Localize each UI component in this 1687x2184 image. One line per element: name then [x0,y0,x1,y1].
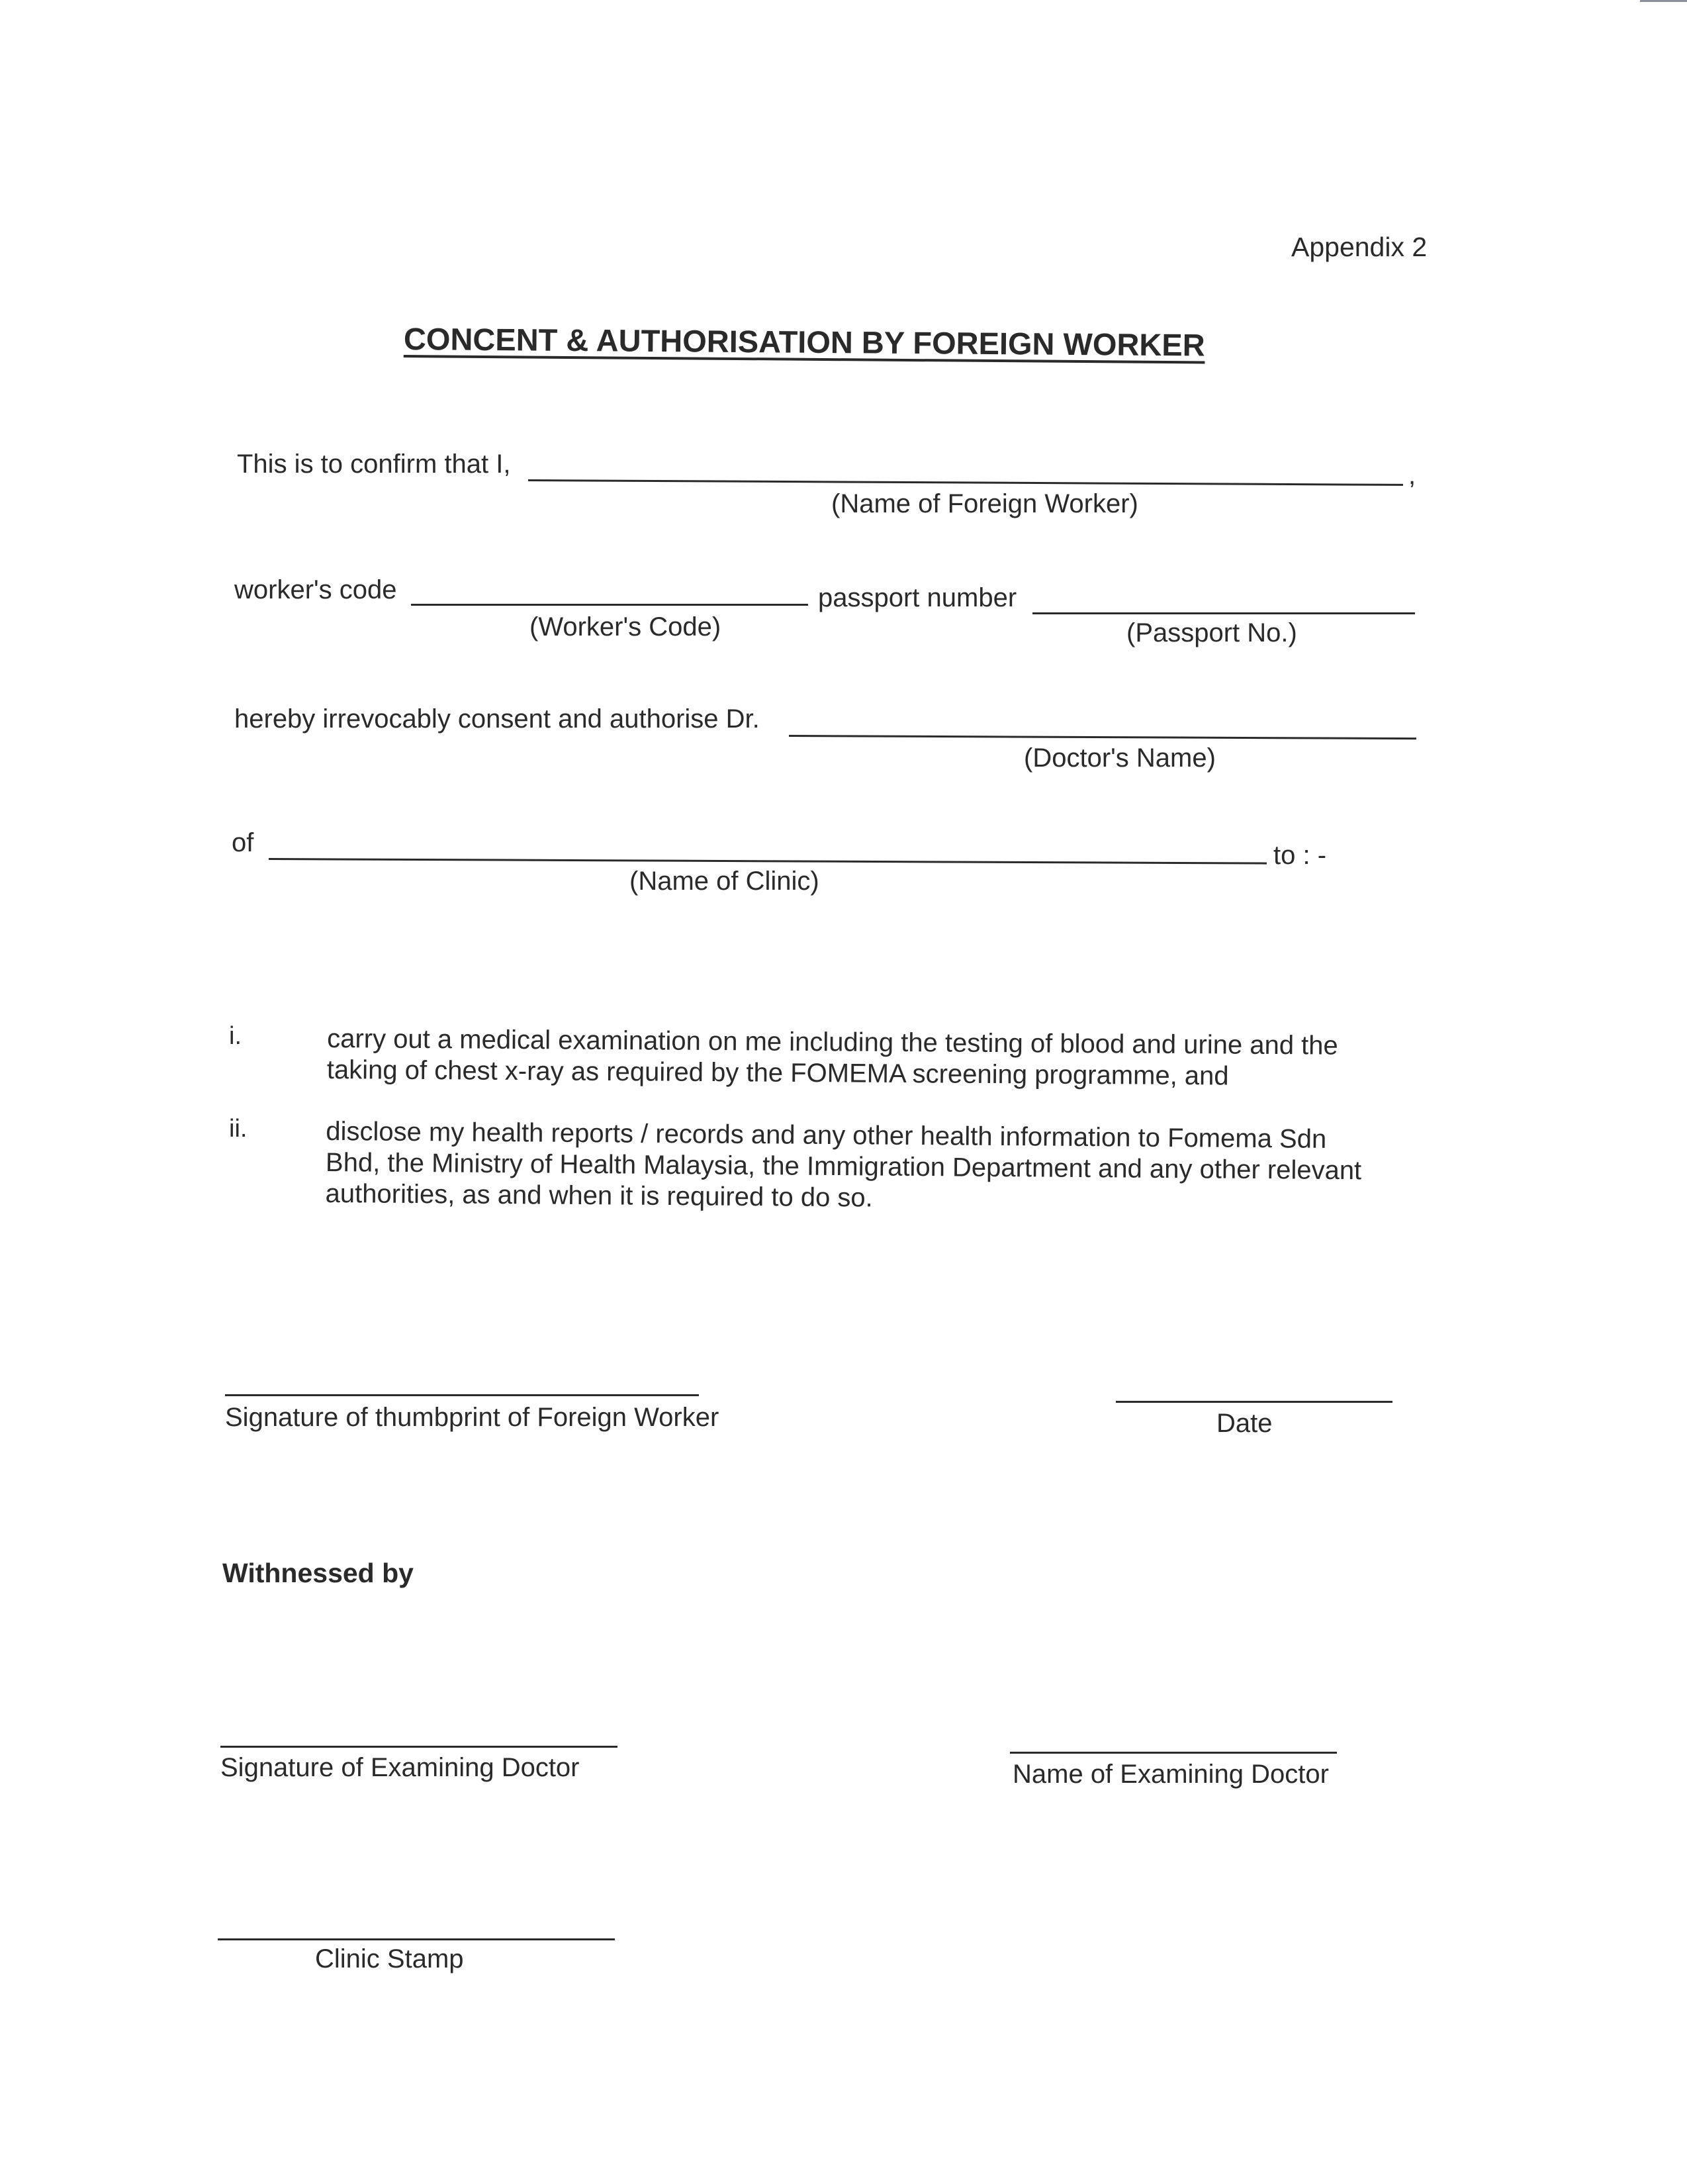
item-line: taking of chest x-ray as required by the FOMEMA screening programme, and [326,1055,1229,1091]
clinic-trail: to : - [1273,841,1327,870]
worker-signature-label: Signature of thumbprint of Foreign Worker [225,1403,719,1432]
doctor-signature-label: Signature of Examining Doctor [220,1753,580,1782]
doctor-name-label: Name of Examining Doctor [1013,1760,1329,1789]
worker-name-caption: (Name of Foreign Worker) [831,489,1138,518]
item-line: authorities, as and when it is required to do so. [325,1178,873,1213]
item-marker: i. [229,1022,242,1050]
clinic-stamp-field[interactable] [218,1938,615,1940]
doctor-name-field[interactable] [1010,1752,1337,1754]
date-label: Date [1216,1409,1273,1438]
item-line: Bhd, the Ministry of Health Malaysia, the Immigration Department and any other relevant [325,1148,1362,1186]
scan-edge-mark [1640,0,1687,2]
passport-field[interactable] [1032,612,1415,614]
appendix-label: Appendix 2 [1291,232,1428,262]
item-marker: ii. [229,1115,248,1143]
item-text [327,1023,1338,1093]
doctor-field[interactable] [789,735,1416,739]
worker-code-field[interactable] [411,604,808,606]
witnessed-by-heading: Withnessed by [222,1558,414,1588]
clinic-lead: of [232,828,254,857]
worker-signature-field[interactable] [225,1394,699,1396]
clinic-field[interactable] [269,858,1267,865]
worker-name-field[interactable] [528,479,1403,486]
item-line: carry out a medical examination on me including the testing of blood and urine and the [327,1024,1338,1061]
clinic-caption: (Name of Clinic) [629,867,819,896]
form-title: CONCENT & AUTHORISATION BY FOREIGN WORKER [403,321,1205,363]
passport-lead: passport number [818,583,1017,612]
item-line: disclose my health reports / records and any other health information to Fomema Sdn [326,1117,1327,1154]
item-text [325,1116,1361,1217]
passport-caption: (Passport No.) [1126,618,1297,647]
worker-code-caption: (Worker's Code) [529,612,721,641]
doctor-lead: hereby irrevocably consent and authorise Dr. [234,704,760,734]
worker-code-lead: worker's code [234,575,397,604]
doctor-signature-field[interactable] [220,1746,617,1748]
worker-name-trail: , [1408,461,1416,490]
worker-name-lead: This is to confirm that I, [237,450,511,479]
date-field[interactable] [1116,1401,1392,1403]
doctor-caption: (Doctor's Name) [1024,743,1216,773]
clinic-stamp-label: Clinic Stamp [315,1944,464,1973]
